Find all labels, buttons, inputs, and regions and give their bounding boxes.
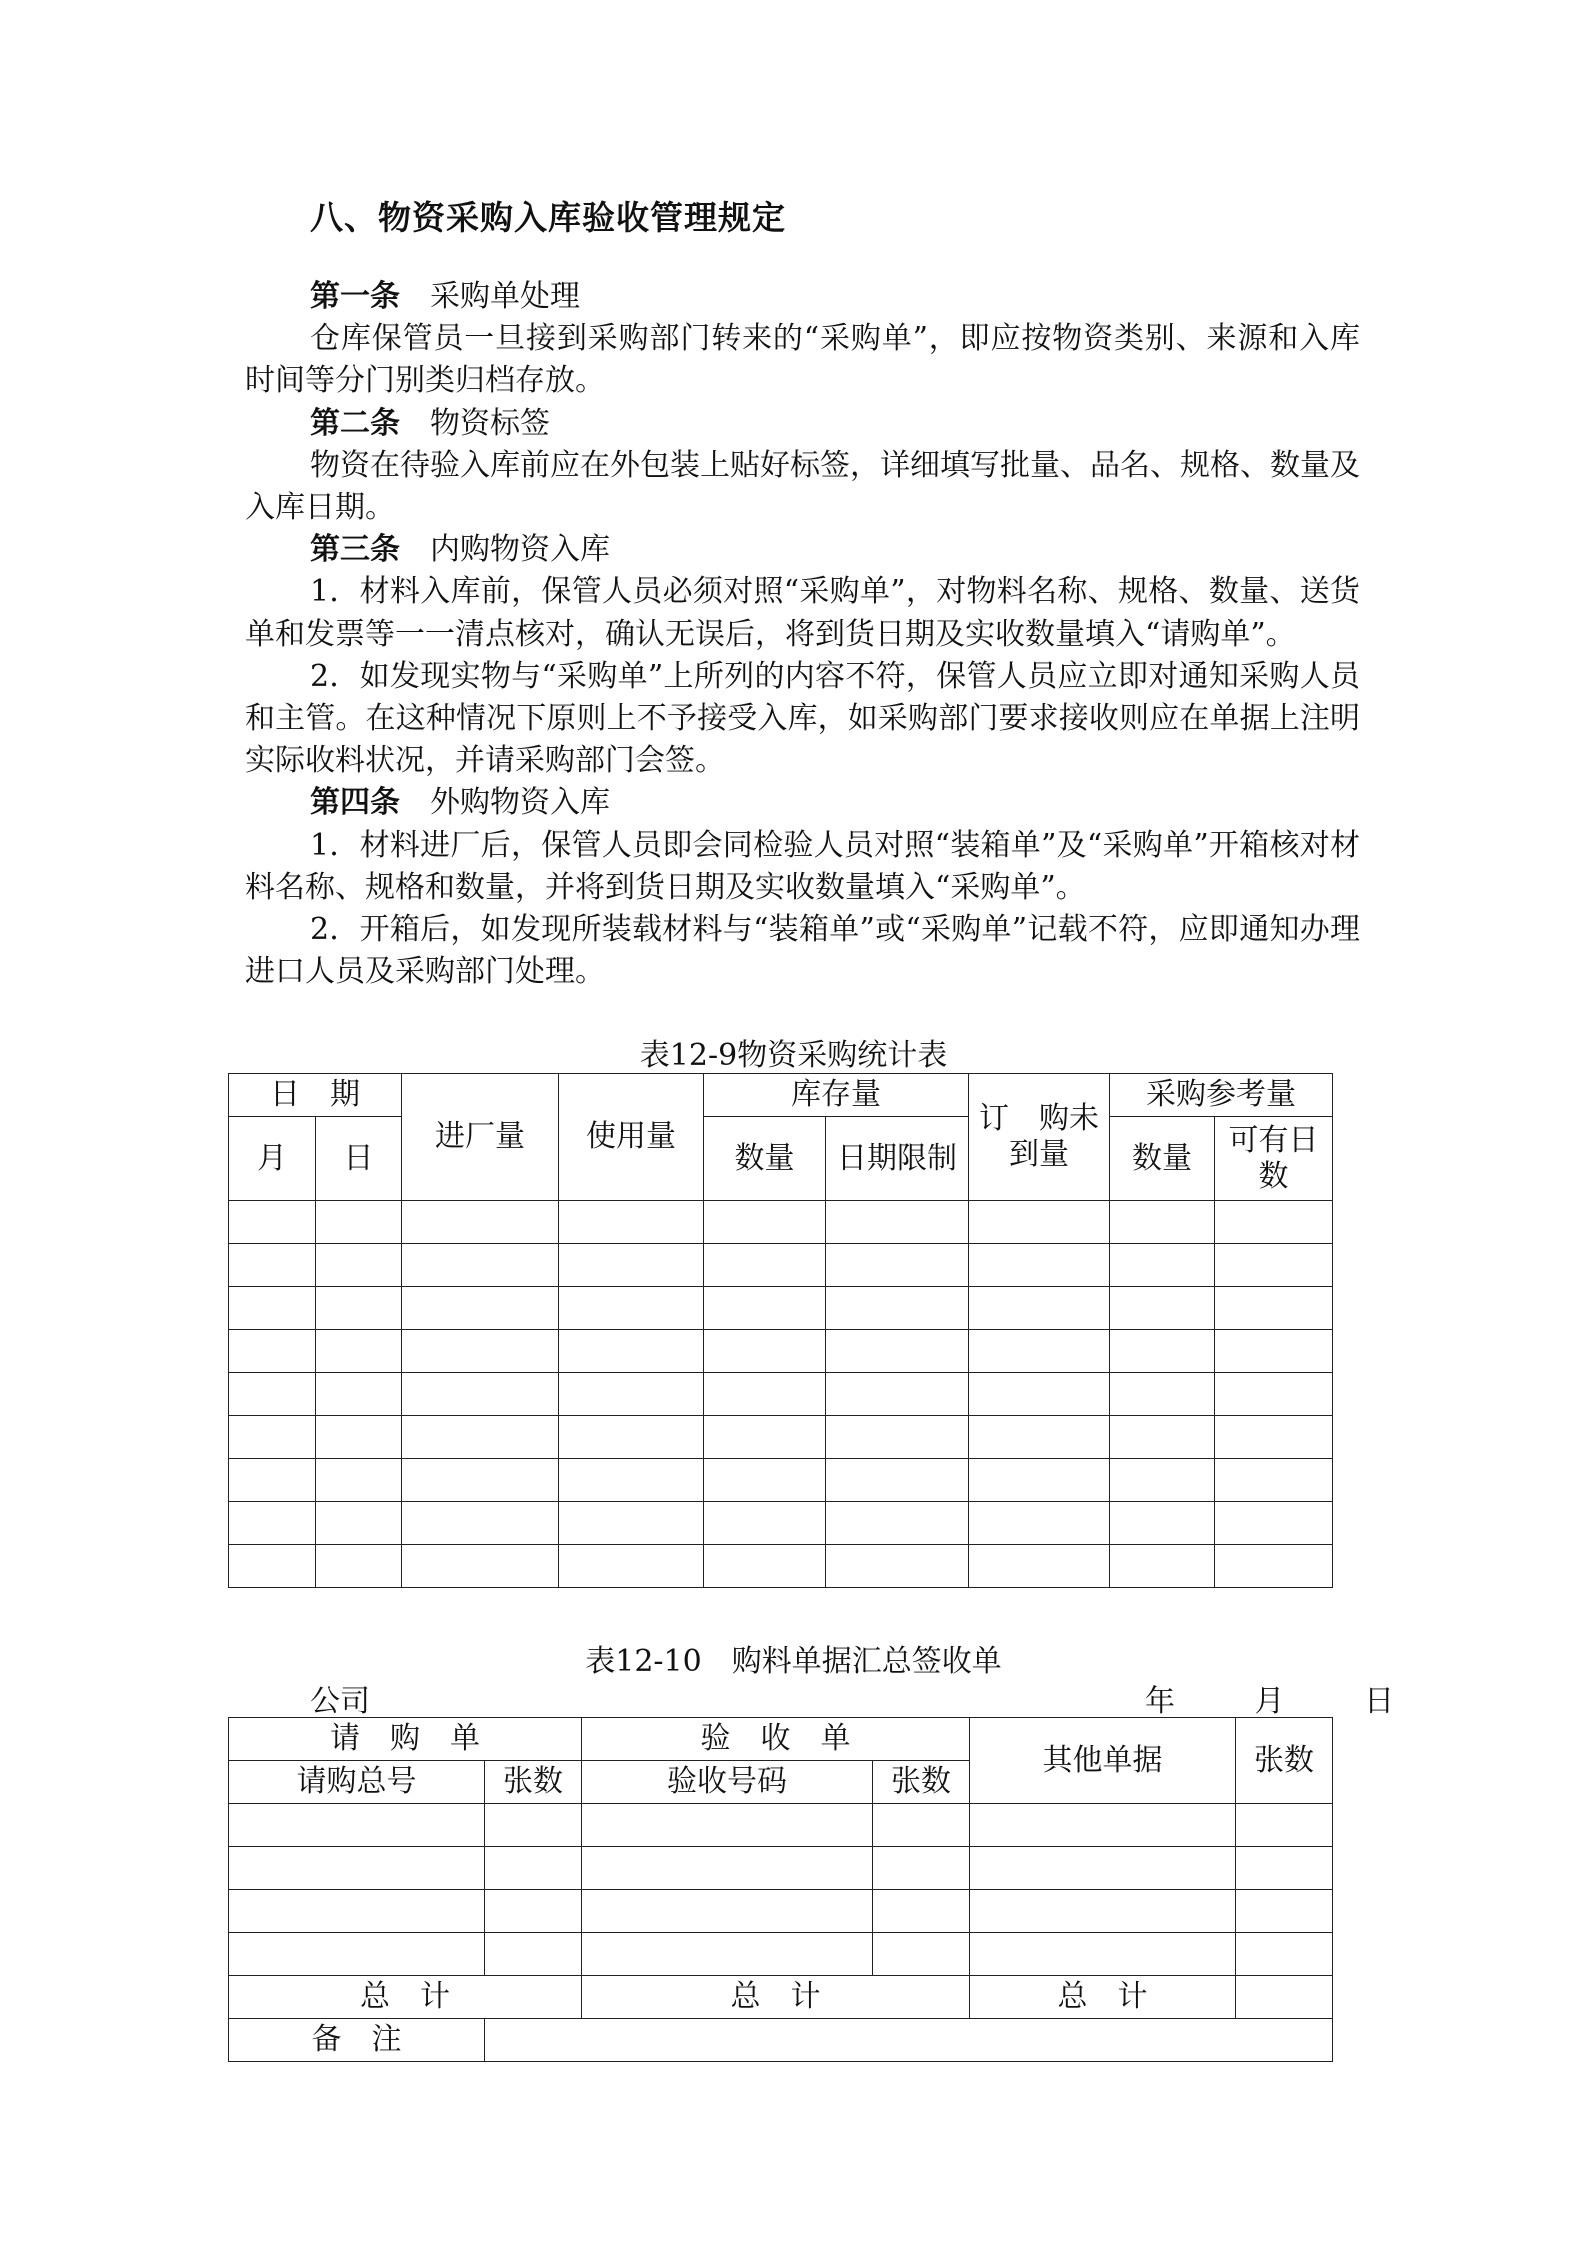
table-cell: [1110, 1373, 1215, 1416]
table-cell: [402, 1416, 559, 1459]
table-cell: [316, 1459, 402, 1502]
header-other-count: 张数: [1236, 1718, 1333, 1804]
table-cell: [969, 1502, 1110, 1545]
table-row: [229, 1330, 1333, 1373]
table-row: [229, 1416, 1333, 1459]
table-cell: [704, 1416, 826, 1459]
table-cell: [969, 1287, 1110, 1330]
header-ref-qty: 数量: [1110, 1117, 1215, 1201]
table-cell: [873, 1933, 970, 1976]
header-stock: 库存量: [704, 1074, 969, 1117]
table-cell: [559, 1459, 704, 1502]
table-cell: [402, 1201, 559, 1244]
table-cell: [485, 1804, 582, 1847]
table-cell: [704, 1287, 826, 1330]
table-cell: [229, 1459, 316, 1502]
table-cell: [704, 1244, 826, 1287]
remarks-cell: [485, 2019, 1333, 2062]
table-cell: [229, 1502, 316, 1545]
section-title: 八、物资采购入库验收管理规定: [310, 198, 786, 237]
table-cell: [970, 1933, 1236, 1976]
date-labels: [1145, 1676, 1394, 1720]
header-rec-no: 验收号码: [582, 1761, 873, 1804]
table-cell: [873, 1804, 970, 1847]
table-cell: [704, 1545, 826, 1588]
table2-caption: 表12-10 购料单据汇总签收单: [585, 1644, 1002, 1679]
table-cell: [704, 1502, 826, 1545]
month-label: 月: [1254, 1684, 1285, 1719]
table-cell: [316, 1545, 402, 1588]
table-row: [229, 1287, 1333, 1330]
table-cell: [969, 1416, 1110, 1459]
table-cell: [969, 1373, 1110, 1416]
table-cell: [1110, 1244, 1215, 1287]
remarks-row: [229, 2019, 1333, 2062]
header-rec-count: 张数: [873, 1761, 970, 1804]
header-requisition: 请 购 单: [229, 1718, 582, 1761]
table-cell: [229, 1933, 485, 1976]
table-cell: [969, 1459, 1110, 1502]
table-cell: [229, 1416, 316, 1459]
table-cell: [1215, 1416, 1333, 1459]
table-cell: [1110, 1416, 1215, 1459]
table-cell: [229, 1890, 485, 1933]
total-label: 总 计: [970, 1976, 1236, 2019]
table-cell: [582, 1890, 873, 1933]
table-cell: [559, 1244, 704, 1287]
table-cell: [229, 1244, 316, 1287]
article-heading-4: [245, 782, 1360, 824]
table-cell: [402, 1244, 559, 1287]
header-receipt: 验 收 单: [582, 1718, 970, 1761]
article-paragraph: 1．材料进厂后，保管人员即会同检验人员对照“装箱单”及“采购单”开箱核对材料名称、规格和数量，并将到货日期及实收数量填入“采购单”。: [245, 827, 1360, 905]
table-cell: [402, 1287, 559, 1330]
table-cell: [873, 1890, 970, 1933]
header-date: 日 期: [229, 1074, 402, 1117]
table-cell: [229, 1545, 316, 1588]
table-cell: [1215, 1545, 1333, 1588]
table-cell: [969, 1545, 1110, 1588]
table-cell: [704, 1373, 826, 1416]
purchase-statistics-table: [228, 1073, 1333, 1588]
article-title: 采购单处理: [430, 279, 580, 314]
table-cell: [402, 1330, 559, 1373]
table-cell: [229, 1287, 316, 1330]
table-cell: [559, 1373, 704, 1416]
table-cell: [485, 1890, 582, 1933]
table-cell: [1236, 1847, 1333, 1890]
table-cell: [559, 1330, 704, 1373]
table-cell: [402, 1459, 559, 1502]
table-cell: [873, 1847, 970, 1890]
header-purchase-ref: 采购参考量: [1110, 1074, 1333, 1117]
table-row: [229, 1890, 1333, 1933]
article-heading-1: [245, 276, 1360, 318]
table-cell: [970, 1847, 1236, 1890]
table-cell: [1110, 1201, 1215, 1244]
article-paragraph: 2．开箱后，如发现所装载材料与“装箱单”或“采购单”记载不符，应即通知办理进口人员及采购部门处理。: [245, 912, 1360, 990]
article-label: 第一条: [310, 279, 400, 314]
article-title: 物资标签: [430, 405, 550, 441]
table-cell: [1110, 1545, 1215, 1588]
article-paragraph: 仓库保管员一旦接到采购部门转来的“采购单”，即应按物资类别、来源和入库时间等分门别类归档存放。: [245, 321, 1360, 399]
table-cell: [1215, 1459, 1333, 1502]
table-cell: [559, 1416, 704, 1459]
header-req-count: 张数: [485, 1761, 582, 1804]
table-cell: [969, 1330, 1110, 1373]
article-paragraph: 物资在待验入库前应在外包装上贴好标签，详细填写批量、品名、规格、数量及入库日期。: [245, 447, 1360, 526]
table-cell: [704, 1459, 826, 1502]
table-cell: [826, 1416, 969, 1459]
table-cell: [704, 1201, 826, 1244]
table-cell: [316, 1416, 402, 1459]
table-cell: [316, 1373, 402, 1416]
table-row: [229, 1201, 1333, 1244]
table1-caption: 表12-9物资采购统计表: [639, 1038, 948, 1073]
total-label: 总 计: [229, 1976, 582, 2019]
table-row: [229, 1373, 1333, 1416]
table-cell: [1110, 1459, 1215, 1502]
header-usage: 使用量: [559, 1074, 704, 1201]
total-row: [229, 1976, 1333, 2019]
article-heading-2: [245, 403, 1360, 445]
table-row: [229, 1847, 1333, 1890]
header-incoming: 进厂量: [402, 1074, 559, 1201]
table-cell: [559, 1545, 704, 1588]
article-title: 外购物资入库: [430, 785, 610, 821]
table-row: [229, 1502, 1333, 1545]
table-cell: [316, 1502, 402, 1545]
table-cell: [826, 1201, 969, 1244]
table-row: [229, 1244, 1333, 1287]
article-label: 第四条: [310, 785, 400, 821]
year-label: 年: [1145, 1684, 1175, 1719]
table-cell: [316, 1330, 402, 1373]
table-cell: [229, 1201, 316, 1244]
table-cell: [826, 1330, 969, 1373]
table-cell: [229, 1804, 485, 1847]
article-label: 第二条: [310, 405, 400, 441]
day-label: 日: [1364, 1684, 1395, 1719]
header-stock-qty: 数量: [704, 1117, 826, 1201]
article-paragraph: 2．如发现实物与“采购单”上所列的内容不符，保管人员应立即对通知采购人员和主管。在这种情况下原则上不予接受入库，如采购部门要求接收则应在单据上注明实际收料状况，并请采购部门会签。: [245, 658, 1360, 779]
header-req-no: 请购总号: [229, 1761, 485, 1804]
table-cell: [1215, 1244, 1333, 1287]
table-cell: [402, 1502, 559, 1545]
table-cell: [229, 1847, 485, 1890]
table-cell: [826, 1287, 969, 1330]
table-row: [229, 1804, 1333, 1847]
table-cell: [1215, 1502, 1333, 1545]
table-cell: [559, 1201, 704, 1244]
header-day: 日: [316, 1117, 402, 1201]
table-cell: [970, 1804, 1236, 1847]
table-cell: [1110, 1502, 1215, 1545]
table-cell: [316, 1201, 402, 1244]
header-other-docs: 其他单据: [970, 1718, 1236, 1804]
table-row: [229, 1459, 1333, 1502]
table-cell: [229, 1373, 316, 1416]
table-cell: [826, 1373, 969, 1416]
article-title: 内购物资入库: [430, 532, 610, 568]
table-cell: [970, 1890, 1236, 1933]
table-cell: [826, 1459, 969, 1502]
table-cell: [316, 1287, 402, 1330]
table-cell: [1215, 1201, 1333, 1244]
table-cell: [559, 1287, 704, 1330]
article-label: 第三条: [310, 532, 400, 568]
table-cell: [826, 1502, 969, 1545]
table-cell: [826, 1244, 969, 1287]
table-cell: [1110, 1287, 1215, 1330]
article-heading-3: [245, 529, 1360, 571]
header-stock-date-limit: 日期限制: [826, 1117, 969, 1201]
total-cell: [1236, 1976, 1333, 2019]
table-row: [229, 1545, 1333, 1588]
table-cell: [969, 1201, 1110, 1244]
table-cell: [485, 1847, 582, 1890]
table-cell: [582, 1847, 873, 1890]
remarks-label: 备 注: [229, 2019, 485, 2062]
header-ordered-pending: 订 购未到量: [969, 1074, 1110, 1201]
total-label: 总 计: [582, 1976, 970, 2019]
table-row: [229, 1933, 1333, 1976]
table-cell: [582, 1804, 873, 1847]
header-ref-days: 可有日数: [1215, 1117, 1333, 1201]
table-cell: [704, 1330, 826, 1373]
table-cell: [402, 1373, 559, 1416]
table-cell: [582, 1933, 873, 1976]
table-cell: [826, 1545, 969, 1588]
table-cell: [485, 1933, 582, 1976]
header-month: 月: [229, 1117, 316, 1201]
article-paragraph: 1．材料入库前，保管人员必须对照“采购单”，对物料名称、规格、数量、送货单和发票等一一清点核对，确认无误后，将到货日期及实收数量填入“请购单”。: [245, 574, 1360, 652]
company-label: 公司: [310, 1684, 370, 1719]
table-cell: [969, 1244, 1110, 1287]
table-cell: [229, 1330, 316, 1373]
table-cell: [1236, 1933, 1333, 1976]
table-cell: [1215, 1373, 1333, 1416]
table-cell: [1236, 1890, 1333, 1933]
table-cell: [316, 1244, 402, 1287]
table-cell: [559, 1502, 704, 1545]
regulation-text: [245, 276, 1360, 993]
table-cell: [402, 1545, 559, 1588]
table-cell: [1110, 1330, 1215, 1373]
table-cell: [1215, 1330, 1333, 1373]
table-cell: [1215, 1287, 1333, 1330]
table-cell: [1236, 1804, 1333, 1847]
document-summary-receipt-table: [228, 1717, 1333, 2062]
